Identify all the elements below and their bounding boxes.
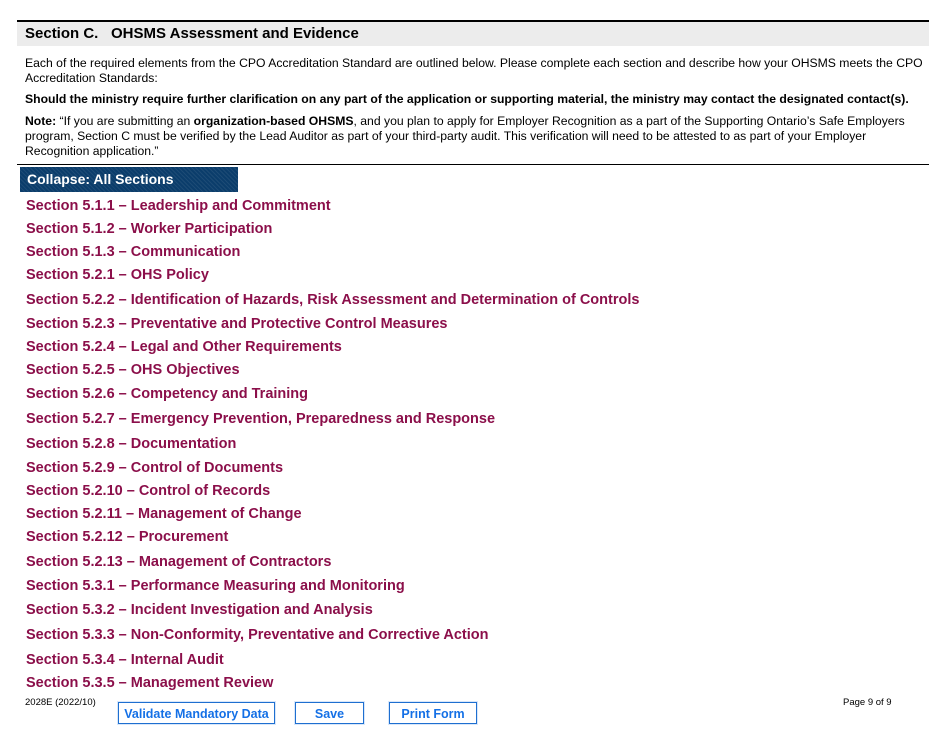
note-label: Note: bbox=[25, 114, 57, 128]
clarification-notice: Should the ministry require further clarification on any part of the application or supporting material, the ministry may contact the designated contact(s). bbox=[25, 92, 909, 106]
section-link-item[interactable]: Section 5.2.1 – OHS Policy bbox=[26, 267, 209, 283]
collapse-all-sections-button[interactable]: Collapse: All Sections bbox=[20, 167, 238, 192]
section-link-item[interactable]: Section 5.2.7 – Emergency Prevention, Preparedness and Response bbox=[26, 411, 496, 427]
section-link-item[interactable]: Section 5.2.3 – Preventative and Protective Control Measures bbox=[26, 316, 448, 332]
section-link-item[interactable]: Section 5.3.4 – Internal Audit bbox=[26, 652, 224, 668]
section-link-item[interactable]: Section 5.2.11 – Management of Change bbox=[26, 506, 302, 522]
note-bold: organization-based OHSMS bbox=[193, 114, 354, 128]
note-text-2: , and you plan to apply for Employer Recognition as a part of the Supporting Ontario’s Safe Employers program, Section C must be verified by the Lead Auditor as part of your third-party audit. This verification will need to be attested to as part of your Employer Recognition application.” bbox=[25, 114, 905, 158]
validate-mandatory-data-button[interactable]: Validate Mandatory Data bbox=[118, 702, 275, 724]
section-link-item[interactable]: Section 5.2.5 – OHS Objectives bbox=[26, 362, 240, 378]
print-form-button[interactable]: Print Form bbox=[389, 702, 477, 724]
divider bbox=[17, 164, 929, 165]
section-link-item[interactable]: Section 5.2.9 – Control of Documents bbox=[26, 460, 284, 476]
section-label: Section C. bbox=[25, 25, 99, 42]
section-link-item[interactable]: Section 5.2.12 – Procurement bbox=[26, 529, 229, 545]
note-text-1: “If you are submitting an bbox=[56, 114, 194, 128]
section-link-item[interactable]: Section 5.1.1 – Leadership and Commitment bbox=[26, 198, 331, 214]
section-link-item[interactable]: Section 5.1.2 – Worker Participation bbox=[26, 221, 273, 237]
section-link-item[interactable]: Section 5.3.3 – Non-Conformity, Preventative and Corrective Action bbox=[26, 627, 489, 643]
section-link-item[interactable]: Section 5.2.10 – Control of Records bbox=[26, 483, 271, 499]
section-link-item[interactable]: Section 5.2.2 – Identification of Hazards, Risk Assessment and Determination of Controls bbox=[26, 292, 640, 308]
note-paragraph bbox=[25, 114, 930, 159]
save-button[interactable]: Save bbox=[295, 702, 364, 724]
section-link-item[interactable]: Section 5.3.2 – Incident Investigation and Analysis bbox=[26, 602, 373, 618]
section-link-item[interactable]: Section 5.2.6 – Competency and Training bbox=[26, 386, 309, 402]
section-link-item[interactable]: Section 5.3.5 – Management Review bbox=[26, 675, 274, 691]
section-link-item[interactable]: Section 5.3.1 – Performance Measuring and Monitoring bbox=[26, 578, 405, 594]
form-number: 2028E (2022/10) bbox=[25, 697, 96, 708]
section-link-item[interactable]: Section 5.2.8 – Documentation bbox=[26, 436, 237, 452]
page-number: Page 9 of 9 bbox=[843, 697, 892, 708]
section-link-item[interactable]: Section 5.2.13 – Management of Contractors bbox=[26, 554, 332, 570]
section-title: OHSMS Assessment and Evidence bbox=[111, 25, 359, 42]
intro-text bbox=[25, 56, 925, 86]
intro-paragraph: Each of the required elements from the CPO Accreditation Standard are outlined below. Please complete each section and describe how your OHSMS meets the CPO Accreditation Standards: bbox=[25, 56, 923, 85]
section-link-item[interactable]: Section 5.2.4 – Legal and Other Requirements bbox=[26, 339, 342, 355]
section-header bbox=[17, 20, 929, 46]
section-link-item[interactable]: Section 5.1.3 – Communication bbox=[26, 244, 241, 260]
